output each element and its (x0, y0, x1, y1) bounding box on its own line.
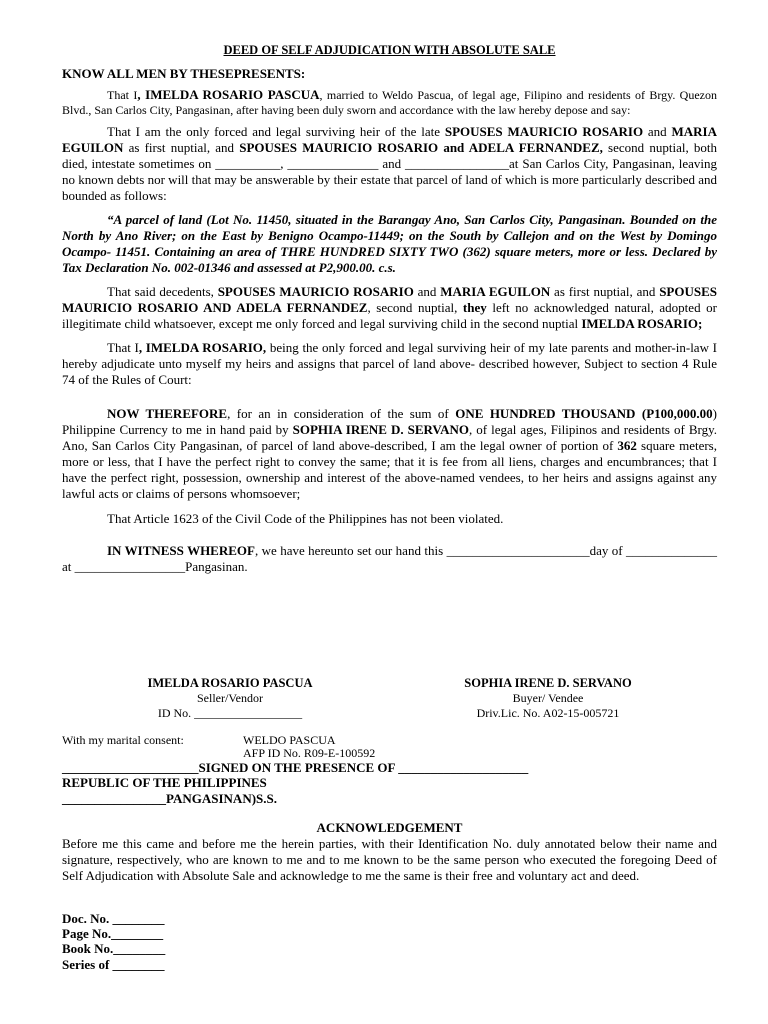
seller-name: IMELDA ROSARIO PASCUA (147, 676, 313, 690)
page-number: Page No.________ (62, 926, 164, 941)
acknowledgement-text: Before me this came and before me the herein parties, with their Identification No. duly annotated below their name and signature, respectively, who are known to me and to me known to be the same person who executed the foregoing Deed of Self Adjudication with Absolute Sale and acknowledge to me the same is their free and voluntary act and deed. (62, 836, 717, 883)
paragraph-declarant: That I, IMELDA ROSARIO PASCUA, married to Weldo Pascua, of legal age, Filipino and residents of Brgy. Quezon Blvd., San Carlos City, Pangasinan, after having been duly sworn and accordance with the law hereby depose and say: (62, 87, 717, 117)
marital-consent-label: With my marital consent: (62, 733, 184, 747)
buyer-license: Driv.Lic. No. A02-15-005721 (476, 706, 620, 720)
deed-document (62, 40, 717, 575)
consent-afp-id: AFP ID No. R09-E-100592 (243, 746, 376, 760)
book-number: Book No.________ (62, 941, 166, 956)
paragraph-land-description: “A parcel of land (Lot No. 11450, situated in the Barangay Ano, San Carlos City, Pangasinan. Bounded on the North by Ano River; on the East by Benigno Ocampo-11449; on the South by Callejon and on the West by Domingo Ocampo- 11451. Containing an area of THRE HUNDRED SIXTY TWO (362) square meters, more or less. Declared by Tax Declaration No. 002-01346 and assessed at P2,900.00. c.s. (62, 212, 717, 275)
declarant-name: , IMELDA ROSARIO PASCUA (137, 87, 320, 102)
paragraph-article-1623: That Article 1623 of the Civil Code of the Philippines has not been violated. (107, 511, 504, 526)
paragraph-adjudication: That I, IMELDA ROSARIO, being the only forced and legal surviving heir of my late parents and mother-in-law I hereby adjudicate unto myself my heirs and assigns that parcel of land above- described however, Subject to section 4 Rule 74 of the Rules of Court: (62, 340, 717, 387)
paragraph-witness: IN WITNESS WHEREOF, we have hereunto set our hand this ______________________day of ______________ at _________________Pangasinan. (62, 543, 717, 574)
paragraph-heirship: That I am the only forced and legal surviving heir of the late SPOUSES MAURICIO ROSARIO and MARIA EGUILON as first nuptial, and SPOUSES MAURICIO ROSARIO and ADELA FERNANDEZ, second nuptial, both died, intestate sometimes on __________, ______________ and ________________at San Carlos City, Pangasinan, leaving no known debts nor will that may be answerable by their estate that parcel of land of which is more particularly described and bounded as follows: (62, 124, 717, 203)
consent-name: WELDO PASCUA (243, 733, 336, 747)
republic-heading: REPUBLIC OF THE PHILIPPINES (62, 775, 267, 790)
buyer-signature-block (418, 676, 678, 721)
acknowledgement-title: ACKNOWLEDGEMENT (316, 820, 463, 835)
seller-id: ID No. __________________ (157, 706, 303, 720)
doc-number: Doc. No. ________ (62, 911, 165, 926)
signed-presence-line: _____________________SIGNED ON THE PRESENCE OF ____________________ (62, 760, 529, 775)
document-title: DEED OF SELF ADJUDICATION WITH ABSOLUTE SALE (223, 43, 556, 57)
seller-role: Seller/Vendor (197, 691, 263, 705)
paragraph-decedents: That said decedents, SPOUSES MAURICIO ROSARIO and MARIA EGUILON as first nuptial, and SPOUSES MAURICIO ROSARIO AND ADELA FERNANDEZ, second nuptial, they left no acknowledged natural, adopted or illegitimate child whatsoever, except me only forced and legal surviving child in the second nuptial IMELDA ROSARIO; (62, 284, 717, 331)
series-number: Series of ________ (62, 957, 165, 972)
seller-signature-block (100, 676, 360, 721)
paragraph-sale: NOW THEREFORE, for an in consideration of the sum of ONE HUNDRED THOUSAND (P100,000.00) Philippine Currency to me in hand paid by SOPHIA IRENE D. SERVANO, of legal ages, Filipinos and residents of Brgy. Ano, San Carlos City Pangasinan, of parcel of land above-described, I am the legal owner of portion of 362 square meters, more or less, that I have the perfect right to convey the same; that it is fee from all liens, charges and encumbrances; that I have the perfect right, possession, ownership and interest of the above-named vendees, to her heirs and assigns against any lawful acts or claims of persons whomsoever; (62, 406, 718, 501)
know-all-men-heading: KNOW ALL MEN BY THESEPRESENTS: (62, 66, 306, 81)
know-all-text: KNOW ALL MEN BY THESEPRESENTS (62, 66, 301, 81)
buyer-role: Buyer/ Vendee (512, 691, 584, 705)
province-line: ________________PANGASINAN)S.S. (62, 791, 277, 806)
buyer-name: SOPHIA IRENE D. SERVANO (464, 676, 632, 690)
